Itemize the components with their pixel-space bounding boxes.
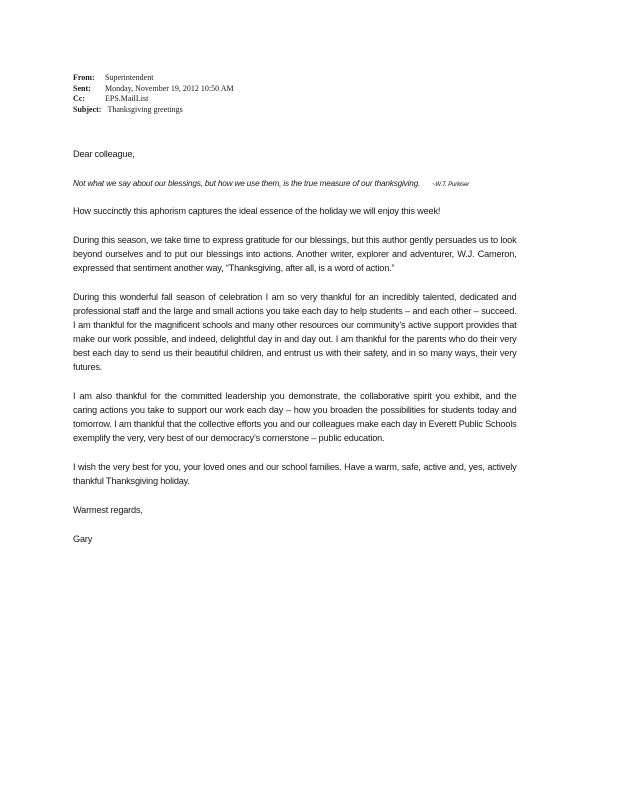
paragraph-4: I am also thankful for the committed leadership you demonstrate, the collaborative spirit you exhibit, and the caring actions you take to support our work each day – how you broaden the possibilities for students today and tomorrow. I am thankful that the collective efforts you and our colleagues make each day in Everett Public Schools exemplify the very, very best of our democracy’s cornerstone – public education. — [73, 391, 517, 444]
quote-source: ~W.T. Purkiser — [431, 181, 470, 188]
signature: Gary — [73, 534, 93, 545]
cc-row — [73, 94, 373, 105]
from-label: From: — [73, 73, 95, 82]
cc-label: Cc: — [73, 94, 85, 103]
greeting: Dear colleague, — [73, 149, 135, 160]
opening-quote — [73, 177, 517, 191]
closing: Warmest regards, — [73, 505, 143, 516]
paragraph-3: During this wonderful fall season of celebration I am so very thankful for an incredibly talented, dedicated and professional staff and the large and small actions you take each day to help students – and each other – succeed. I am thankful for the magnificent schools and many other resources our community’s active support provides that make our work possible, and indeed, delightful day in and day out. I am thankful for the parents who do their very best each day to send us their beautiful children, and entrust us with their safety, and in so many ways, their very futures. — [73, 292, 517, 373]
subject-value: Thanksgiving greetings — [107, 104, 183, 114]
paragraph-5: I wish the very best for you, your loved ones and our school families. Have a warm, safe, active and, yes, actively thankful Thanksgiving holiday. — [73, 462, 517, 487]
paragraph-2: During this season, we take time to express gratitude for our blessings, but this author gently persuades us to look beyond ourselves and to put our blessings into actions. Another writer, explorer and adventurer, W.J. Cameron, expressed that sentiment another way, “Thanksgiving, after all, is a word of action.” — [73, 235, 517, 274]
paragraph-1: How succinctly this aphorism captures the ideal essence of the holiday we will enjoy this week! — [73, 206, 441, 217]
quote-text: Not what we say about our blessings, but how we use them, is the true measure of our thanksgiving. — [73, 178, 421, 188]
subject-row — [73, 105, 373, 116]
from-value: Superintendent — [105, 73, 154, 82]
sent-row — [73, 84, 373, 95]
sent-label: Sent: — [73, 83, 91, 93]
subject-label: Subject: — [73, 104, 102, 114]
email-header — [73, 73, 373, 115]
sent-value: Monday, November 19, 2012 10:50 AM — [105, 83, 234, 93]
email-body — [73, 148, 517, 562]
cc-value: EPS.MailList — [105, 94, 149, 103]
from-row — [73, 73, 373, 84]
